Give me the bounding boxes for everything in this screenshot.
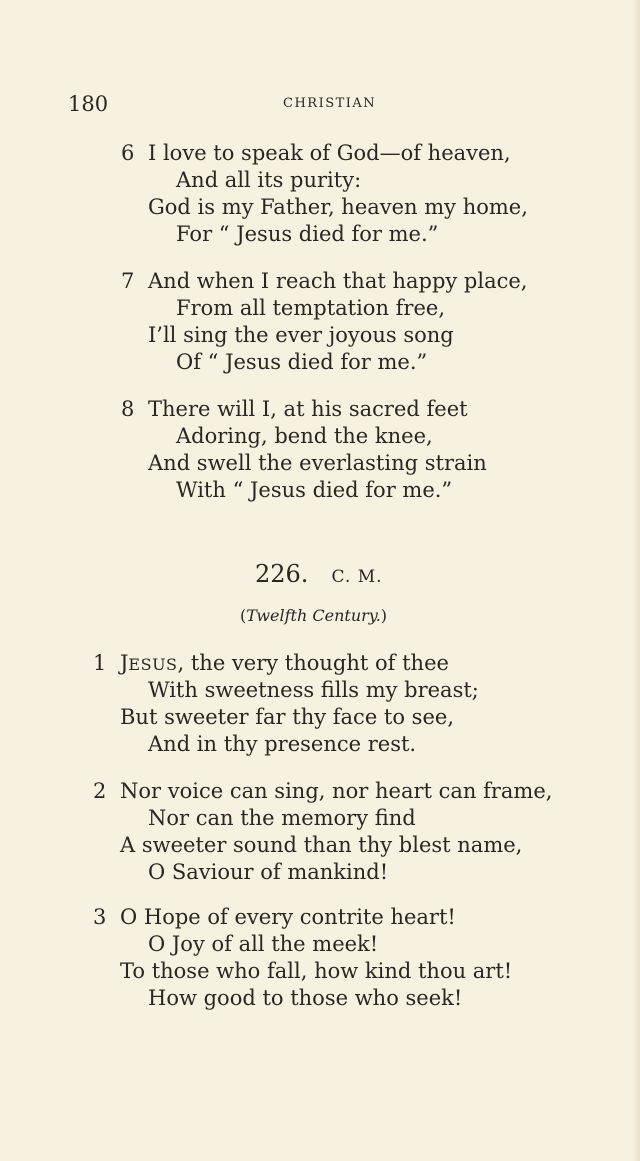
stanza-number: 6 <box>121 141 135 165</box>
paren-open: ( <box>240 606 247 625</box>
page-number: 180 <box>68 92 109 116</box>
verse-line: With “ Jesus died for me.” <box>176 478 453 502</box>
verse-line: And when I reach that happy place, <box>148 269 528 293</box>
small-caps-word: ESUS <box>128 655 178 674</box>
drop-initial: J <box>120 651 129 675</box>
paren-close: ) <box>380 606 388 625</box>
verse-line-rest: , the very thought of thee <box>177 651 449 675</box>
verse-line: O Joy of all the meek! <box>148 932 379 956</box>
hymn-attribution <box>240 606 387 625</box>
verse-line: With sweetness fills my breast; <box>148 678 479 702</box>
stanza-number: 2 <box>93 779 107 803</box>
page-header <box>0 92 640 120</box>
verse-line: And in thy presence rest. <box>148 732 417 756</box>
verse-line: From all temptation free, <box>176 296 445 320</box>
verse-line: A sweeter sound than thy blest name, <box>120 833 523 857</box>
verse-line: Nor voice can sing, nor heart can frame, <box>120 779 553 803</box>
verse-line: God is my Father, heaven my home, <box>148 195 528 219</box>
verse-line: For “ Jesus died for me.” <box>176 222 439 246</box>
verse-line: O Hope of every contrite heart! <box>120 905 456 929</box>
stanza-number: 7 <box>121 269 135 293</box>
verse-line: Of “ Jesus died for me.” <box>176 350 428 374</box>
stanza-number: 3 <box>93 905 107 929</box>
attribution-text: Twelfth Century. <box>246 606 381 625</box>
stanza-number: 8 <box>121 397 135 421</box>
page-edge <box>632 0 640 1161</box>
hymn-number: 226. <box>255 560 309 588</box>
verse-line: How good to those who seek! <box>148 986 463 1010</box>
verse-line-first <box>120 650 449 678</box>
verse-line: But sweeter far thy face to see, <box>120 705 454 729</box>
verse-line: Adoring, bend the knee, <box>176 424 433 448</box>
verse-line: To those who fall, how kind thou art! <box>120 959 513 983</box>
verse-line: O Saviour of mankind! <box>148 860 389 884</box>
verse-line: And all its purity: <box>176 168 362 192</box>
running-head: CHRISTIAN <box>283 96 377 111</box>
verse-line: I’ll sing the ever joyous song <box>148 323 454 347</box>
verse-line: Nor can the memory find <box>148 806 416 830</box>
verse-line: I love to speak of God—of heaven, <box>148 141 511 165</box>
stanza-number: 1 <box>93 651 107 675</box>
verse-line: There will I, at his sacred feet <box>148 397 468 421</box>
hymn-heading <box>255 560 383 588</box>
hymn-meter: C. M. <box>331 567 383 587</box>
verse-line: And swell the everlasting strain <box>148 451 487 475</box>
